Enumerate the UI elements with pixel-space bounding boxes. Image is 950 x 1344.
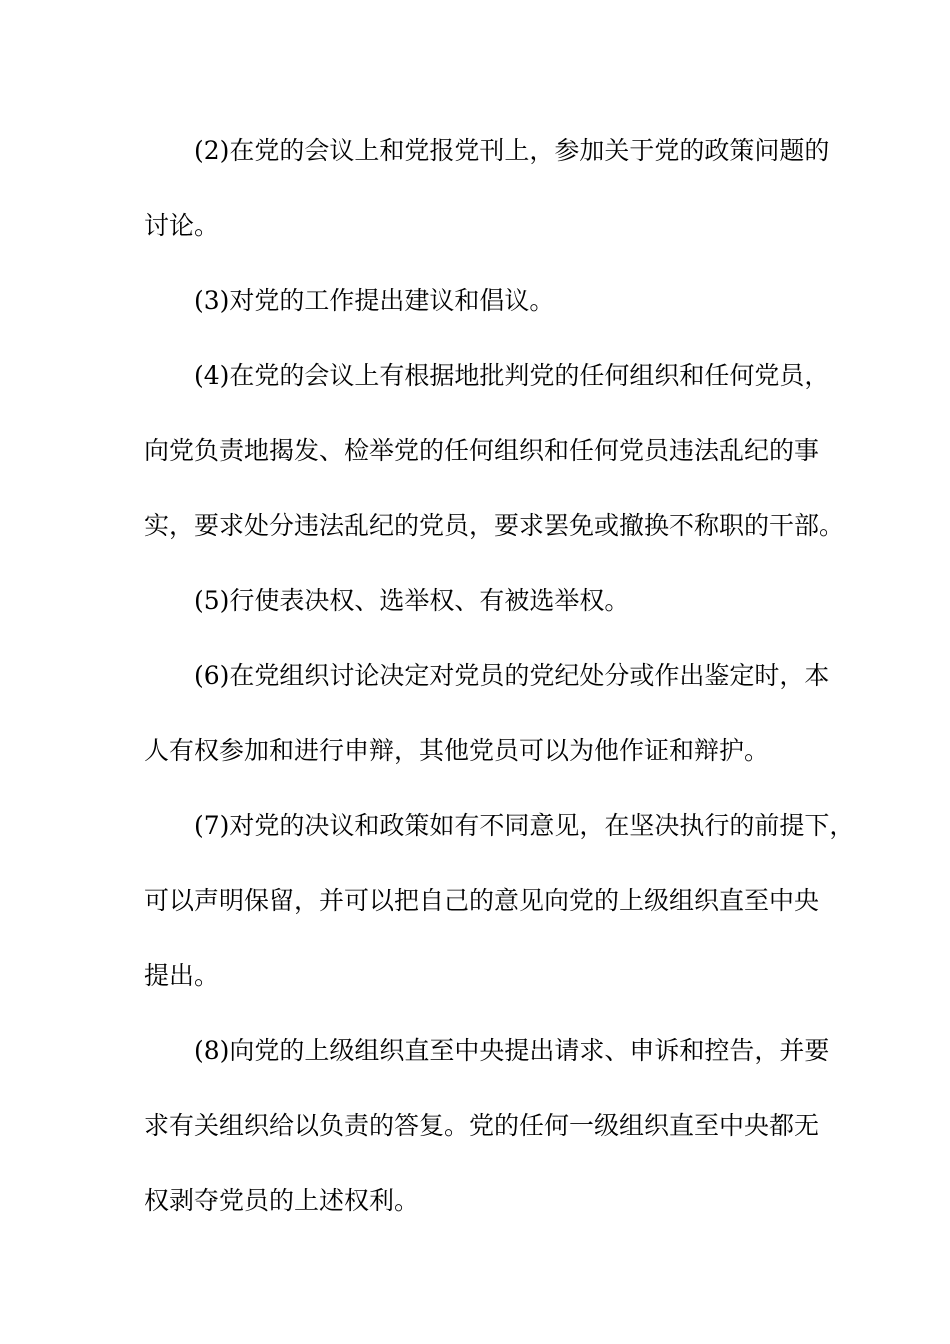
paragraph-7-line-1: (7)对党的决议和政策如有不同意见，在坚决执行的前提下， (194, 811, 855, 840)
paragraph-4-line-2: 向党负责地揭发、检举党的任何组织和任何党员违法乱纪的事 (144, 436, 820, 465)
paragraph-8-line-3: 权剥夺党员的上述权利。 (144, 1186, 420, 1215)
paragraph-7-line-2: 可以声明保留，并可以把自己的意见向党的上级组织直至中央 (144, 886, 820, 915)
paragraph-5-line-1: (5)行使表决权、选举权、有被选举权。 (194, 586, 630, 615)
paragraph-2-line-2: 讨论。 (144, 211, 220, 240)
paragraph-8-line-1: (8)向党的上级组织直至中央提出请求、申诉和控告，并要 (194, 1036, 830, 1065)
paragraph-4-line-3: 实，要求处分违法乱纪的党员，要求罢免或撤换不称职的干部。 (144, 511, 845, 540)
paragraph-6-line-1: (6)在党组织讨论决定对党员的党纪处分或作出鉴定时，本 (194, 661, 830, 690)
paragraph-8-line-2: 求有关组织给以负责的答复。党的任何一级组织直至中央都无 (144, 1111, 820, 1140)
paragraph-4-line-1: (4)在党的会议上有根据地批判党的任何组织和任何党员， (194, 361, 830, 390)
paragraph-6-line-2: 人有权参加和进行申辩，其他党员可以为他作证和辩护。 (144, 736, 770, 765)
paragraph-2-line-1: (2)在党的会议上和党报党刊上，参加关于党的政策问题的 (194, 136, 830, 165)
paragraph-3-line-1: (3)对党的工作提出建议和倡议。 (194, 286, 555, 315)
paragraph-7-line-3: 提出。 (144, 961, 220, 990)
